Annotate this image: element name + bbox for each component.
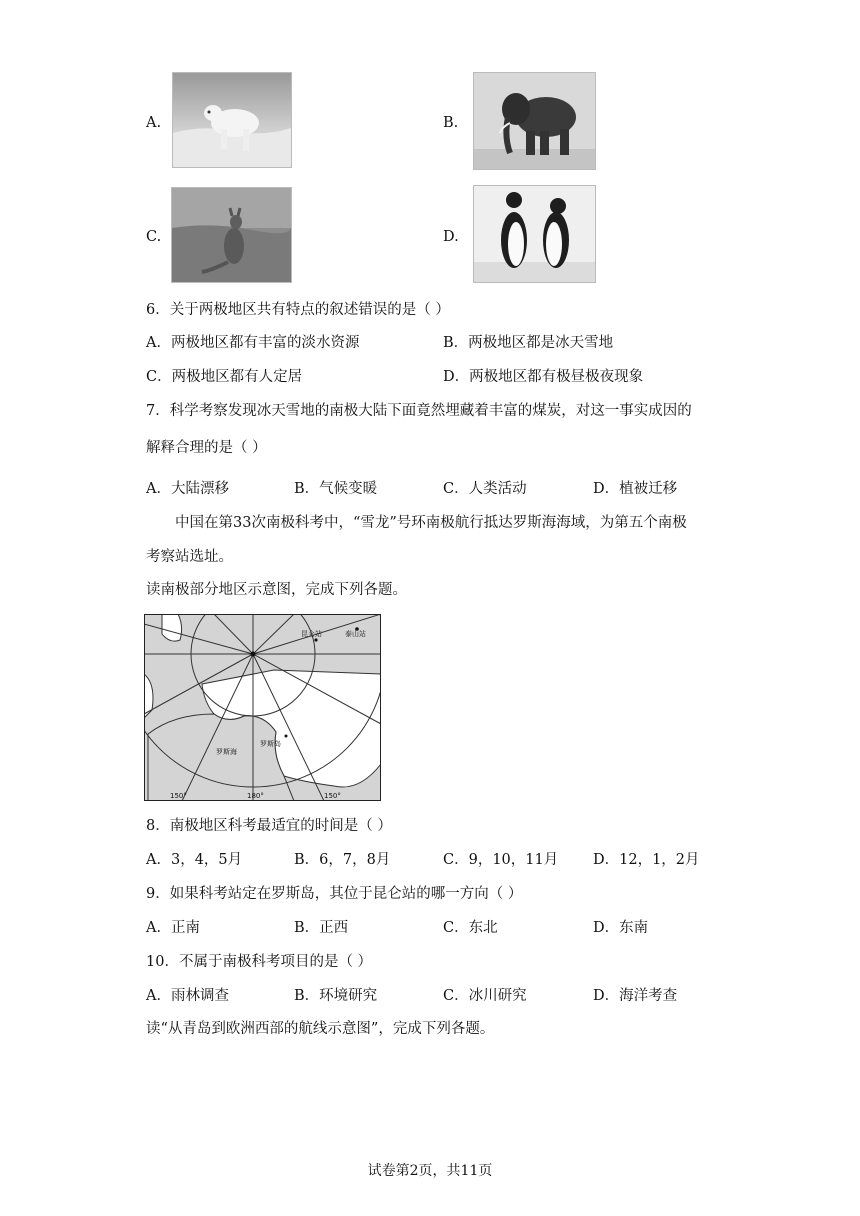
passage-instruction: 读南极部分地区示意图，完成下列各题。 xyxy=(146,582,407,598)
option-c-letter: C. xyxy=(146,229,162,245)
q7-option-c: C．人类活动 xyxy=(443,481,527,497)
ross-island-dot xyxy=(285,735,288,738)
q8-option-c: C．9，10，11月 xyxy=(443,852,559,868)
q8-option-b: B．6，7，8月 xyxy=(294,852,391,868)
q6-option-d: D．两极地区都有极昼极夜现象 xyxy=(443,369,644,385)
ross-sea-label: 罗斯海 xyxy=(216,748,237,756)
q6-option-a: A．两极地区都有丰富的淡水资源 xyxy=(146,335,360,351)
q6-stem: 6．关于两极地区共有特点的叙述错误的是（ ） xyxy=(146,302,450,318)
q10-option-d: D．海洋考查 xyxy=(593,988,678,1004)
q10-option-b: B．环境研究 xyxy=(294,988,378,1004)
polar-bear-photo xyxy=(172,72,292,168)
q10-option-a: A．雨林调查 xyxy=(146,988,229,1004)
option-a-letter: A. xyxy=(146,115,162,131)
q6-option-c: C．两极地区都有人定居 xyxy=(146,369,303,385)
next-instruction: 读“从青岛到欧洲西部的航线示意图”，完成下列各题。 xyxy=(146,1021,495,1037)
q6-option-b: B．两极地区都是冰天雪地 xyxy=(443,335,614,351)
lon-label-left: 150° xyxy=(170,792,187,800)
q7-option-d: D．植被迁移 xyxy=(593,481,678,497)
option-d-letter: D. xyxy=(443,229,459,245)
ross-island-label: 罗斯岛 xyxy=(260,740,281,748)
q10-option-c: C．冰川研究 xyxy=(443,988,527,1004)
kunlun-station-dot xyxy=(314,638,317,641)
penguin-photo xyxy=(473,185,596,283)
elephant-photo xyxy=(473,72,596,170)
upper-left-land xyxy=(162,614,182,641)
taishan-station-label: 泰山站 xyxy=(345,630,366,638)
q7-option-b: B．气候变暖 xyxy=(294,481,378,497)
q8-stem: 8．南极地区科考最适宜的时间是（ ） xyxy=(146,818,392,834)
q7-stem-line1: 7．科学考察发现冰天雪地的南极大陆下面竟然埋藏着丰富的煤炭，对这一事实成因的 xyxy=(146,403,692,419)
passage-line1: 中国在第33次南极科考中，“雪龙”号环南极航行抵达罗斯海海域，为第五个南极 xyxy=(175,515,687,531)
q9-stem: 9．如果科考站定在罗斯岛，其位于昆仑站的哪一方向（ ） xyxy=(146,886,523,902)
q9-option-a: A．正南 xyxy=(146,920,200,936)
antarctica-map xyxy=(144,614,381,801)
kangaroo-photo xyxy=(171,187,292,283)
q8-option-d: D．12，1，2月 xyxy=(593,852,700,868)
q7-option-a: A．大陆漂移 xyxy=(146,481,229,497)
passage-line2: 考察站选址。 xyxy=(146,549,233,565)
q9-option-d: D．东南 xyxy=(593,920,649,936)
option-b-letter: B. xyxy=(443,115,459,131)
lon-label-mid: 180° xyxy=(247,792,264,800)
q10-stem: 10．不属于南极科考项目的是（ ） xyxy=(146,954,373,970)
page-footer: 试卷第2页，共11页 xyxy=(367,1163,493,1179)
lon-label-right: 150° xyxy=(324,792,341,800)
south-pole-dot xyxy=(251,652,256,657)
q9-option-b: B．正西 xyxy=(294,920,349,936)
q7-stem-line2: 解释合理的是（ ） xyxy=(146,440,267,456)
q9-option-c: C．东北 xyxy=(443,920,498,936)
kunlun-station-label: 昆仑站 xyxy=(301,630,322,638)
q8-option-a: A．3，4，5月 xyxy=(146,852,243,868)
